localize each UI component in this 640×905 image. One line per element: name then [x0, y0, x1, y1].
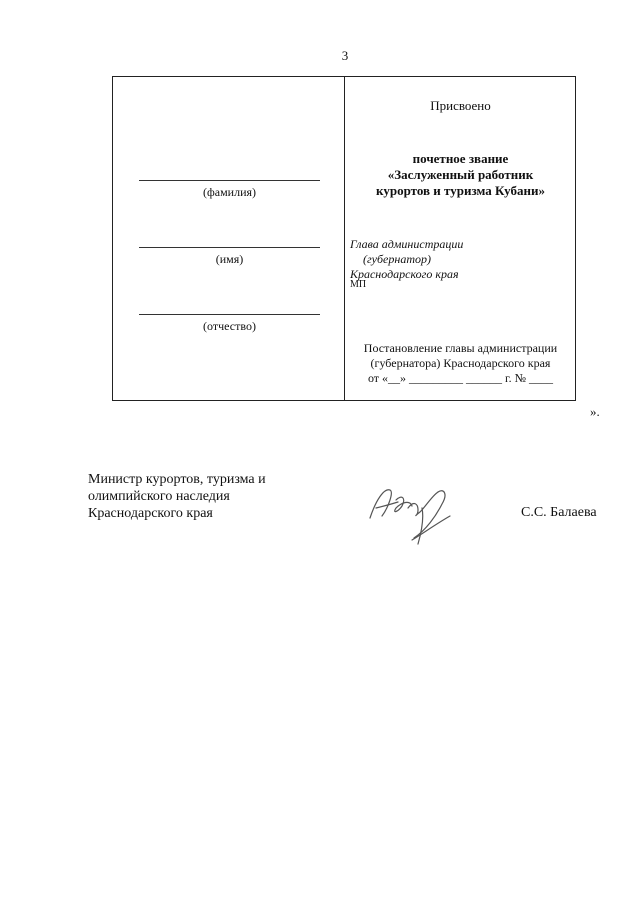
signer-name: С.С. Балаева [521, 505, 597, 520]
first-name-caption: (имя) [215, 252, 244, 266]
honorary-title-line: «Заслуженный работник [387, 167, 534, 182]
position-line: олимпийского наследия [88, 489, 230, 504]
surname-caption: (фамилия) [202, 185, 257, 199]
handwritten-signature [362, 478, 472, 550]
first-name-line [139, 247, 320, 248]
governor-signature-block [350, 237, 463, 282]
honorary-title [345, 151, 576, 199]
patronymic-line [139, 314, 320, 315]
governor-title-line: Глава администрации [350, 237, 464, 251]
decree-line: от «__» _________ ______ г. № ____ [367, 371, 554, 385]
governor-title-line: (губернатор) [363, 252, 431, 266]
position-line: Министр курортов, туризма и [88, 472, 266, 487]
governor-title-line: Краснодарского края [350, 267, 459, 281]
closing-quote: ». [590, 404, 600, 419]
honorary-title-line: курортов и туризма Кубани» [376, 183, 545, 198]
page-number: 3 [341, 48, 349, 63]
decree-reference [345, 341, 576, 386]
minister-position [88, 471, 266, 522]
decree-line: Постановление главы администрации [363, 341, 558, 355]
patronymic-caption: (отчество) [203, 319, 256, 333]
position-line: Краснодарского края [88, 506, 213, 521]
assigned-label: Присвоено [430, 98, 491, 113]
decree-line: (губернатора) Краснодарского края [370, 356, 551, 370]
surname-line [139, 180, 320, 181]
honorary-title-line: почетное звание [412, 151, 509, 166]
stamp-mark: МП [350, 279, 367, 290]
